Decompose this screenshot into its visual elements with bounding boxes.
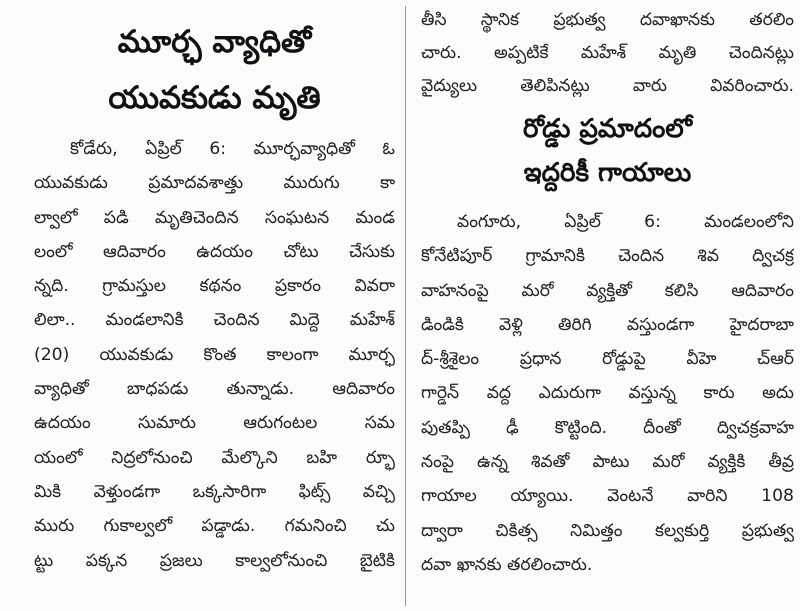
article-line: న్నది. గ్రామస్తుల కథనం ప్రకారం వివరా [34, 276, 395, 297]
right-column [411, 0, 800, 611]
article-line: తీసి స్థానిక ప్రభుత్వ దవాఖానకు తరలిం [421, 10, 794, 30]
left-headline-line-1: మూర్ఛ వ్యాధితో [117, 24, 312, 60]
article-line: గార్డెన్ వద్ద ఎదురుగా వస్తున్న కారు అదు [421, 383, 794, 404]
column-divider [405, 6, 406, 606]
article-line: మురు గుకాల్వలో పడ్డాడు. గమనించి చు [34, 516, 395, 537]
right-article-body [421, 205, 794, 582]
article-line: కోనేటిపూర్ గ్రామానికి చెందిన శివ ద్విచక్ర [421, 246, 794, 267]
article-line: యువకుడు ప్రమాదవశాత్తు మురుగు కా [34, 173, 395, 194]
article-line: వాహనంపై మరో వ్యక్తితో కలిసి ఆదివారం [421, 280, 794, 301]
article-line: లిలా.. మండలానికి చెందిన మిద్దె మహేశ్ [34, 310, 395, 331]
article-line: కోడేరు, ఏప్రిల్ 6: మూర్ఛవ్యాధితో ఓ [70, 139, 395, 159]
right-headline-line-1: రోడ్డు ప్రమాదంలో [522, 114, 693, 144]
article-line: పుతప్పి ఢీ కొట్టింది. దీంతో ద్విచక్రవాహ [421, 417, 794, 438]
article-line: ఉదయం సుమారు ఆరుగంటల సమ [34, 413, 395, 434]
right-headline-line-2: ఇద్దరికీ గాయాలు [523, 158, 692, 188]
article-line: మికి వెళ్తుండగా ఒక్కసారిగా ఫిట్స్ వచ్చి [34, 481, 395, 502]
article-line: నంపై ఉన్న శివతో పాటు మరో వ్యక్తికి తీవ్ర [421, 452, 794, 473]
article-line: ద్-శ్రీశైలం ప్రధాన రోడ్డుపై వీహె చ్‌ఆర్ [421, 349, 794, 370]
article-line: వ్యాధితో బాధపడు తున్నాడు. ఆదివారం [34, 379, 395, 400]
article-line: ల్వాలో పడి మృతిచెందిన సంఘటన మండ [34, 207, 395, 228]
continued-article-body [421, 4, 794, 103]
article-line: దవా ఖానకు తరలించారు. [421, 554, 593, 575]
left-article-body [34, 132, 395, 578]
left-headline-line-2: యువకుడు మృతి [108, 80, 321, 116]
article-line: చారు. అప్పటికే మహేశ్ మృతి చెందినట్లు [421, 43, 794, 63]
article-line: ద్వారా చికిత్స నిమిత్తం కల్వకుర్తి ప్రభుత్వ [421, 520, 794, 541]
article-line: వైద్యులు తెలిపినట్లు వారు వివరించారు. [421, 76, 794, 96]
article-line: వంగూరు, ఏప్రిల్ 6: మండలంలోని [457, 212, 794, 232]
article-line: లంలో ఆదివారం ఉదయం చోటు చేసుకు [34, 241, 395, 262]
article-line: (20) యువకుడు కొంత కాలంగా మూర్ఛ [34, 344, 395, 365]
article-line: ట్టు పక్కన ప్రజలు కాల్వలోనుంచి బైటికి [34, 550, 395, 571]
article-line: యంలో నిద్రలోనుంచి మేల్కొని బహి ర్భూ [34, 447, 395, 468]
article-line: గాయాల య్యాయి. వెంటనే వారిని 108 [421, 486, 794, 507]
article-line: డిండికి వెళ్లి తిరిగి వస్తుండగా హైదరాబా [421, 314, 794, 335]
